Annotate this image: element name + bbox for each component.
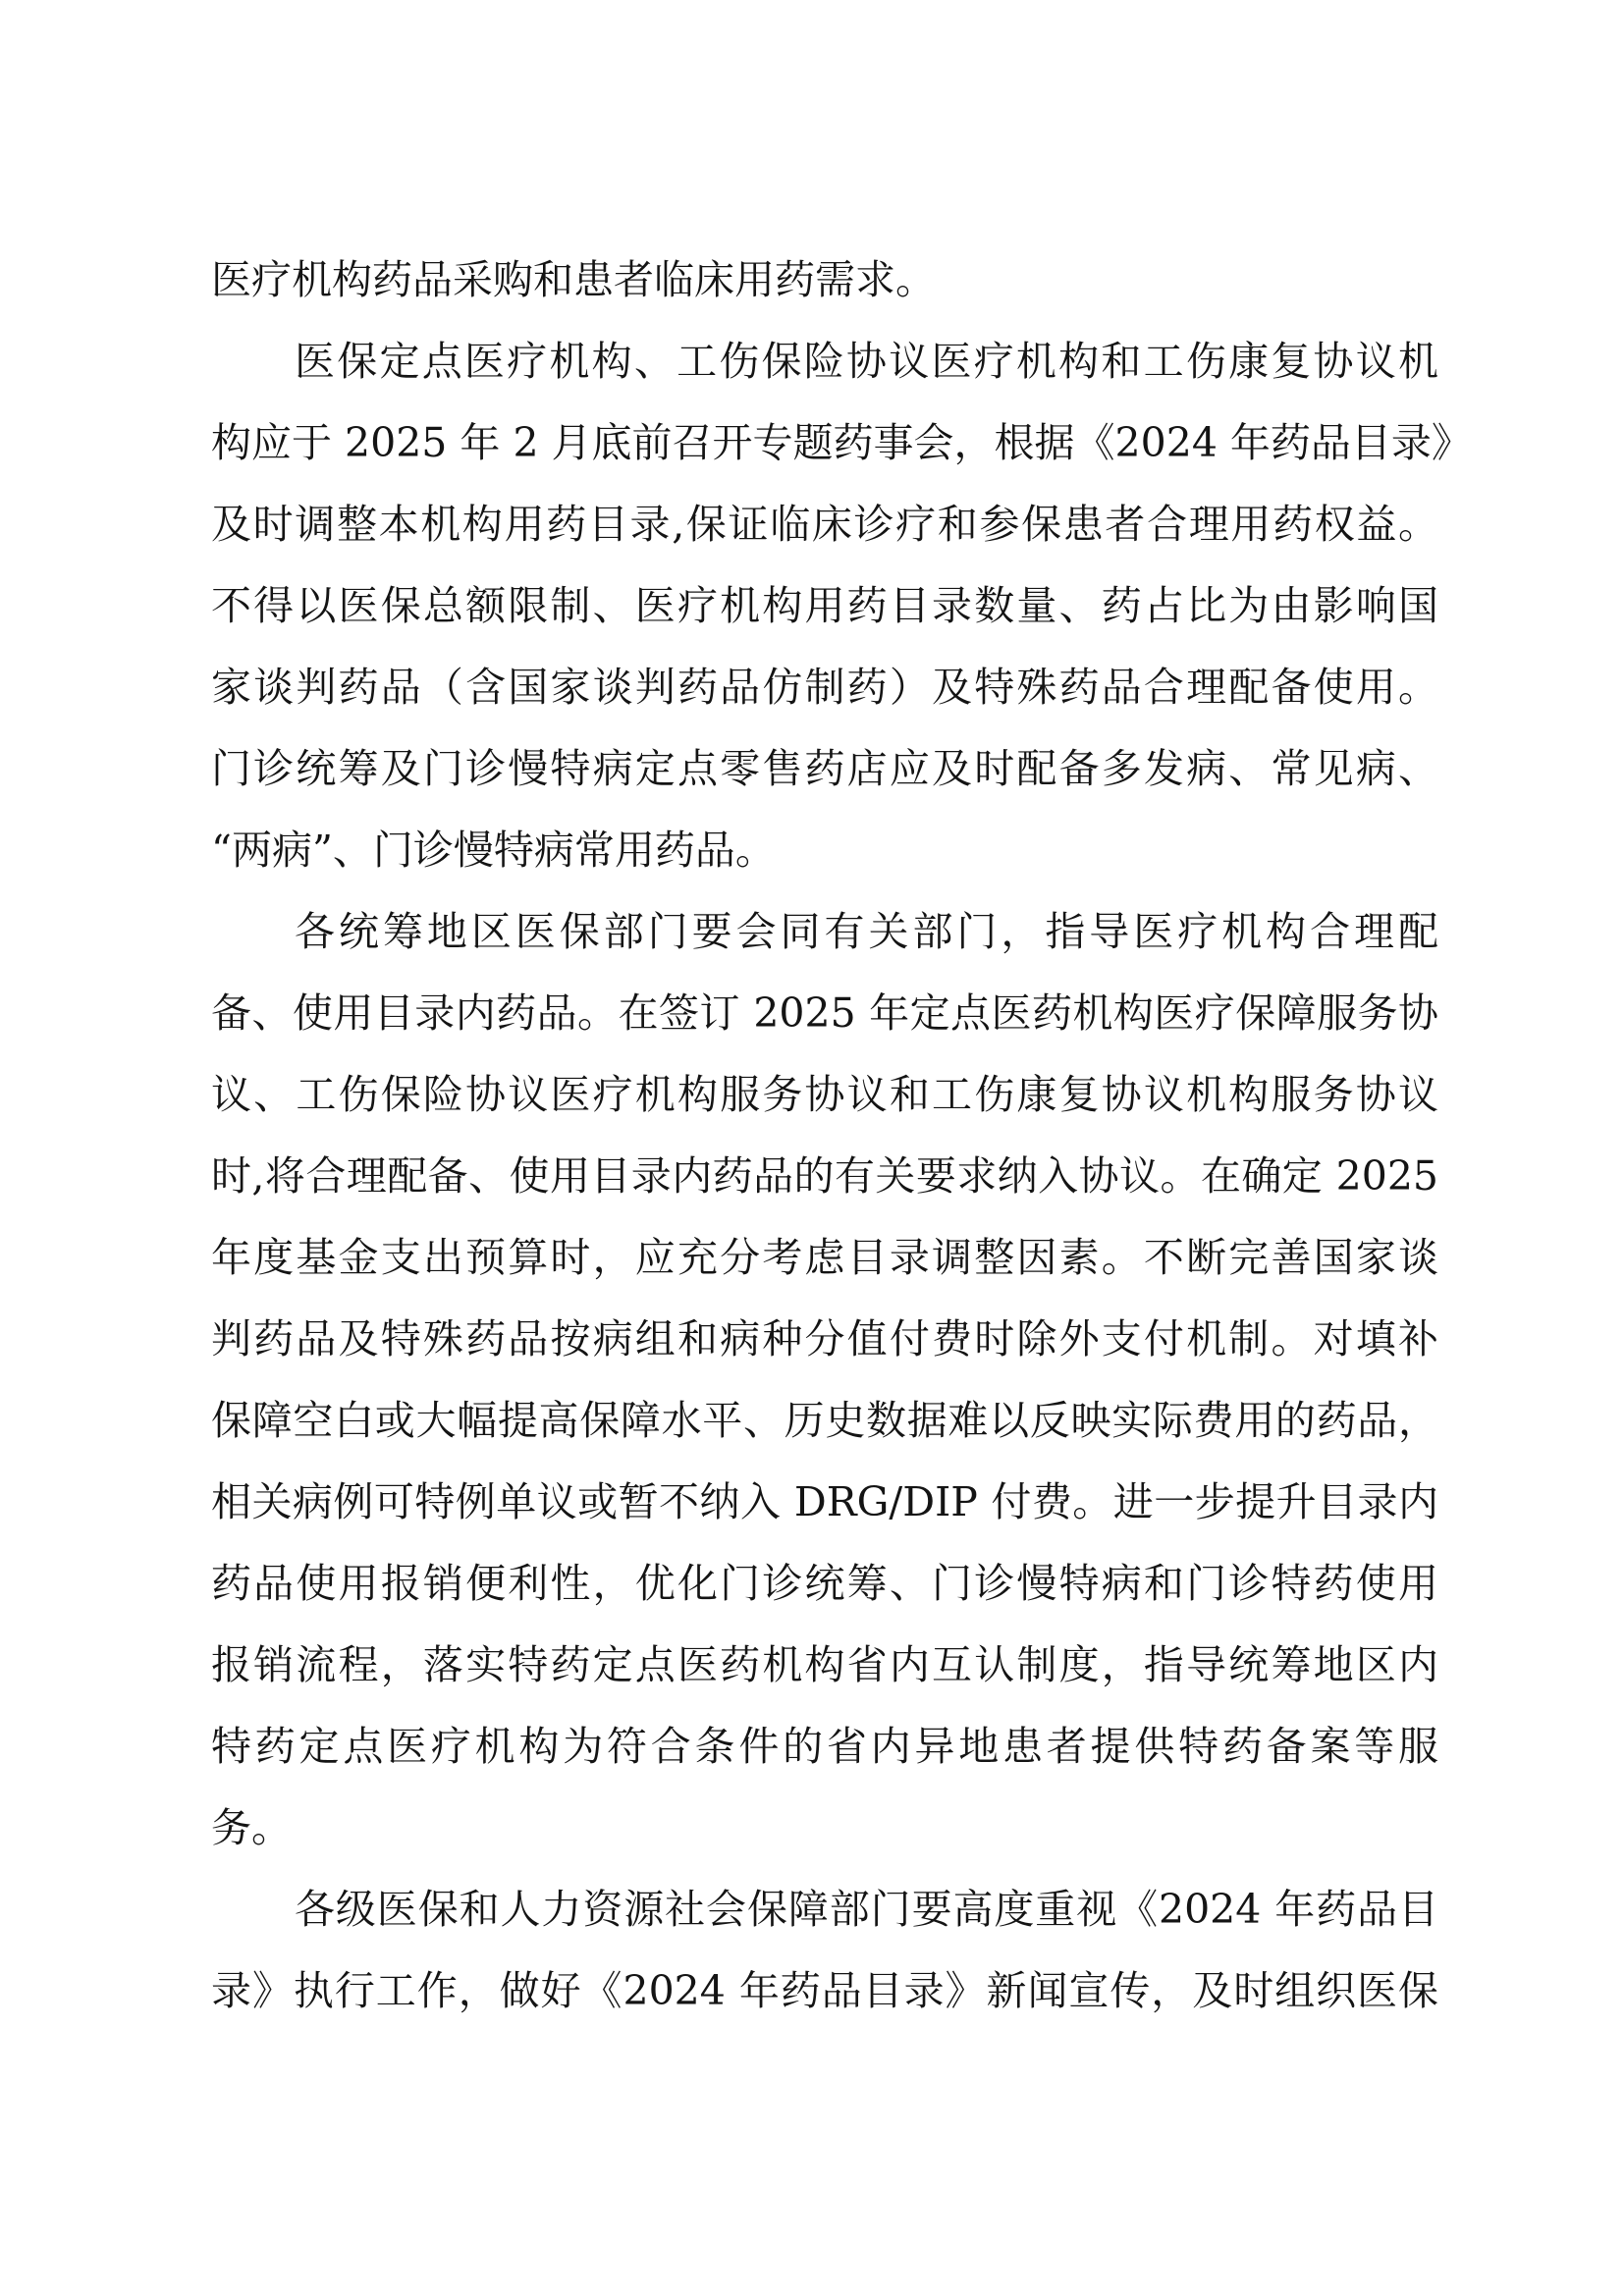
text-line: 保障空白或大幅提高保障水平、历史数据难以反映实际费用的药品，	[211, 1397, 1438, 1444]
text-line: 备、使用目录内药品。在签订 2025 年定点医药机构医疗保障服务协	[211, 989, 1438, 1037]
text-line: 门诊统筹及门诊慢特病定点零售药店应及时配备多发病、常见病、	[211, 745, 1438, 792]
text-line: 医保定点医疗机构、工伤保险协议医疗机构和工伤康复协议机	[295, 338, 1438, 385]
text-line: 及时调整本机构用药目录,保证临床诊疗和参保患者合理用药权益。	[211, 501, 1438, 548]
text-line: 各统筹地区医保部门要会同有关部门，指导医疗机构合理配	[295, 908, 1438, 955]
text-line: 时,将合理配备、使用目录内药品的有关要求纳入协议。在确定 2025	[211, 1152, 1438, 1200]
text-line: 构应于 2025 年 2 月底前召开专题药事会，根据《2024 年药品目录》	[211, 419, 1472, 466]
text-line: 录》执行工作，做好《2024 年药品目录》新闻宣传，及时组织医保	[211, 1967, 1438, 2014]
text-line: 议、工伤保险协议医疗机构服务协议和工伤康复协议机构服务协议	[211, 1071, 1438, 1118]
text-line: 各级医保和人力资源社会保障部门要高度重视《2024 年药品目	[295, 1886, 1438, 1933]
text-line: 判药品及特殊药品按病组和病种分值付费时除外支付机制。对填补	[211, 1315, 1438, 1362]
text-line: 务。	[211, 1804, 292, 1851]
text-line: 药品使用报销便利性，优化门诊统筹、门诊慢特病和门诊特药使用	[211, 1560, 1438, 1607]
text-line: “两病”、门诊慢特病常用药品。	[211, 827, 776, 874]
text-line: 医疗机构药品采购和患者临床用药需求。	[211, 256, 936, 303]
text-line: 报销流程，落实特药定点医药机构省内互认制度，指导统筹地区内	[211, 1641, 1438, 1688]
text-line: 特药定点医疗机构为符合条件的省内异地患者提供特药备案等服	[211, 1723, 1438, 1770]
text-line: 年度基金支出预算时，应充分考虑目录调整因素。不断完善国家谈	[211, 1234, 1438, 1281]
text-line: 家谈判药品（含国家谈判药品仿制药）及特殊药品合理配备使用。	[211, 664, 1438, 711]
text-line: 相关病例可特例单议或暂不纳入 DRG/DIP 付费。进一步提升目录内	[211, 1478, 1438, 1525]
text-line: 不得以医保总额限制、医疗机构用药目录数量、药占比为由影响国	[211, 582, 1438, 629]
